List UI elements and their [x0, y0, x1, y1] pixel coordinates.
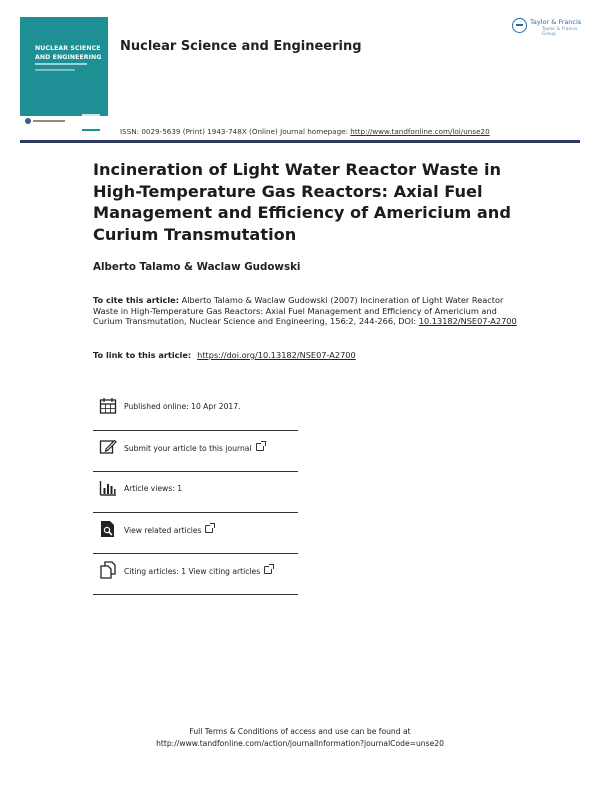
citation-block	[93, 295, 523, 327]
published-online-text: Published online: 10 Apr 2017.	[124, 402, 241, 411]
footer-terms-text: Full Terms & Conditions of access and use can be found at	[189, 727, 411, 736]
taylor-francis-logo	[512, 16, 584, 38]
citing-articles-text: Citing articles: 1 View citing articles	[124, 567, 261, 576]
doi-link[interactable]: 10.13182/NSE07-A2700	[418, 316, 517, 327]
copy-icon	[99, 561, 117, 579]
bar-chart-icon	[99, 479, 117, 497]
document-search-icon	[99, 520, 117, 538]
submit-article-link[interactable]	[124, 443, 264, 453]
external-link-icon	[205, 525, 213, 533]
logo-subtext: Taylor & Francis Group	[542, 27, 578, 37]
submit-article-item[interactable]	[93, 431, 298, 472]
article-views-item	[93, 472, 298, 513]
journal-name: Nuclear Science and Engineering	[120, 39, 362, 54]
related-articles-item[interactable]	[93, 513, 298, 554]
published-online-item	[93, 390, 298, 431]
article-authors: Alberto Talamo & Waclaw Gudowski	[93, 261, 301, 273]
cover-title: NUCLEAR SCIENCE AND ENGINEERING	[35, 45, 102, 61]
journal-cover-image	[20, 17, 108, 135]
citation-label: To cite this article:	[93, 295, 179, 305]
header-divider	[20, 140, 580, 143]
logo-text: Taylor & Francis	[530, 18, 582, 26]
issn-text: ISSN: 0029-5639 (Print) 1943-748X (Online) Journal homepage:	[120, 127, 351, 136]
citing-articles-item[interactable]	[93, 554, 298, 595]
cover-publisher-logo	[25, 118, 65, 124]
footer	[0, 726, 600, 749]
edit-icon	[99, 438, 117, 456]
external-link-icon	[256, 443, 264, 451]
article-doi-url[interactable]: https://doi.org/10.13182/NSE07-A2700	[197, 350, 356, 360]
external-link-icon	[264, 566, 272, 574]
article-title: Incineration of Light Water Reactor Waste in High-Temperature Gas Reactors: Axial Fuel Management and Efficiency of Americium and Curium Transmutation	[93, 160, 511, 244]
link-label: To link to this article:	[93, 350, 192, 360]
citation-text: Alberto Talamo & Waclaw Gudowski (2007) Incineration of Light Water Reactor Waste in High-Temperature Gas Reactors: Axial Fuel Management and Efficiency of Americium and Curium Transmutation, Nuclear Science and Engineering, 156:2, 244-266, DOI:	[93, 295, 504, 327]
submit-article-text: Submit your article to this journal	[124, 444, 252, 453]
calendar-icon	[99, 397, 117, 415]
related-articles-link[interactable]	[124, 525, 213, 535]
related-articles-text: View related articles	[124, 526, 202, 535]
article-views-text: Article views: 1	[124, 484, 183, 493]
journal-homepage-link[interactable]: http://www.tandfonline.com/loi/unse20	[350, 127, 490, 136]
footer-terms-url[interactable]: http://www.tandfonline.com/action/journalInformation?journalCode=unse20	[156, 738, 444, 748]
citing-articles-link[interactable]	[124, 566, 272, 576]
issn-line	[120, 127, 490, 136]
logo-icon	[512, 18, 527, 33]
article-link-line	[93, 350, 356, 360]
